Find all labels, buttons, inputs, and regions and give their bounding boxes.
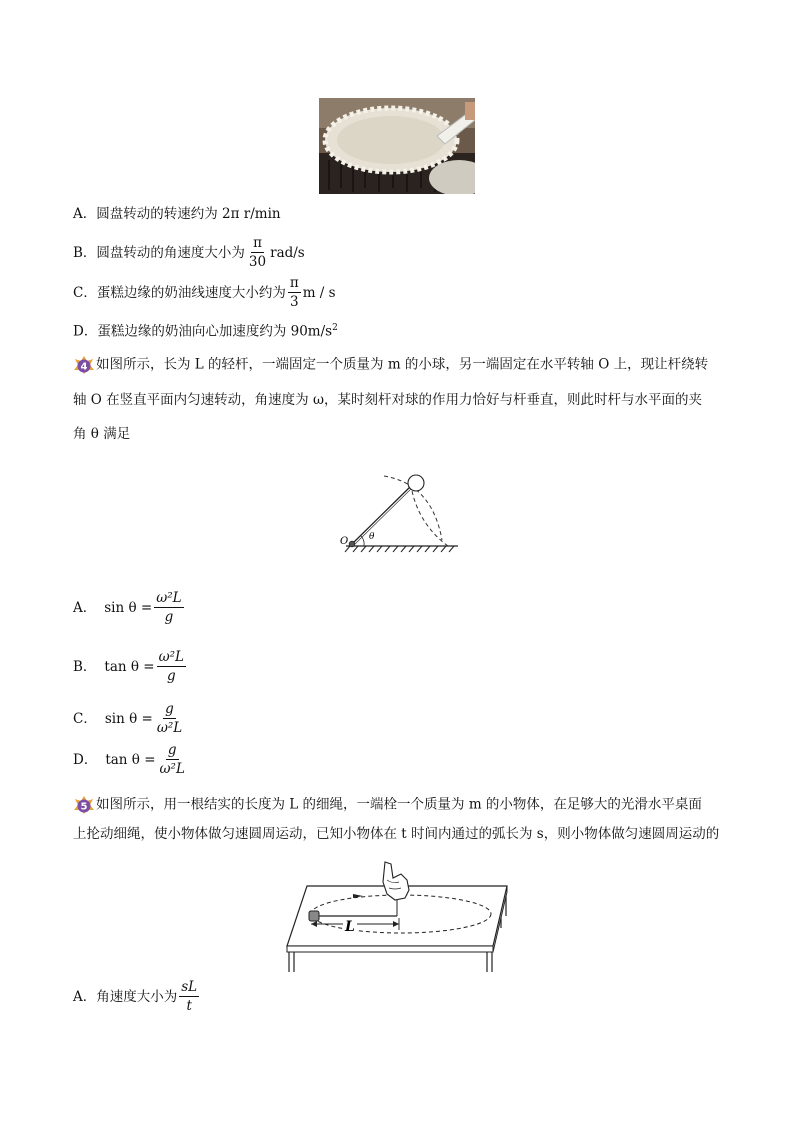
fraction-numerator: π [289, 275, 299, 291]
rod-diagram [336, 474, 460, 556]
fraction [157, 649, 186, 684]
option-label: C． [73, 710, 97, 727]
option-formula-lhs: tan θ = [104, 658, 155, 675]
option-label: B． [73, 658, 97, 675]
fraction [158, 742, 187, 777]
label-l: L [345, 919, 355, 935]
q4-option-c [73, 701, 186, 736]
cake-illustration [319, 98, 475, 194]
q4-line-2: 轴 O 在竖直平面内匀速转动，角速度为 ω，某时刻杆对球的作用力恰好与杆垂直，则此时杆与水平面的夹 [73, 392, 702, 408]
label-o: O [340, 536, 349, 547]
fraction-denominator: t [186, 998, 192, 1014]
q5-line-2: 上抡动细绳，使小物体做匀速圆周运动，已知小物体在 t 时间内通过的弧长为 s，则小物体做匀速圆周运动的 [73, 826, 720, 842]
option-label: D． [73, 323, 98, 340]
question-number: 4 [80, 361, 88, 373]
fraction-denominator: ω²L [159, 761, 185, 777]
fraction-numerator: ω²L [158, 649, 185, 665]
q5-text-1: 如图所示，用一根结实的长度为 L 的细绳，一端栓一个质量为 m 的小物体，在足够大的光滑水平桌面 [96, 796, 702, 813]
q3-option-b [73, 235, 305, 270]
fraction [247, 235, 268, 270]
label-theta: θ [369, 532, 375, 542]
q3-option-a [73, 205, 281, 223]
option-text: 蛋糕边缘的奶油向心加速度约为 90m/s [97, 323, 333, 340]
option-label: C． [73, 284, 97, 301]
question-number-badge-icon [73, 355, 95, 375]
q4-line-3: 角 θ 满足 [73, 426, 131, 442]
option-label: B． [73, 244, 97, 261]
option-label: D． [73, 751, 98, 768]
option-text: 圆盘转动的角速度大小为 [96, 244, 245, 261]
fraction-denominator: 3 [289, 294, 299, 310]
option-formula-lhs: sin θ = [104, 710, 153, 727]
fraction-denominator: g [166, 668, 176, 684]
option-formula-lhs: sin θ = [104, 599, 153, 616]
q3-option-d [73, 319, 338, 341]
q4-rod-figure [336, 474, 460, 556]
cake-photo [319, 98, 475, 194]
fraction-numerator: ω²L [156, 590, 182, 606]
q4-option-d [73, 742, 189, 777]
option-text: 圆盘转动的转速约为 2π r/min [96, 206, 281, 222]
superscript: 2 [332, 323, 338, 333]
q5-line-1 [73, 795, 733, 815]
fraction-numerator: g [167, 742, 177, 758]
q4-stem [73, 355, 733, 443]
fraction-numerator: g [165, 701, 174, 717]
option-label: A． [73, 988, 97, 1005]
fraction-denominator: ω²L [156, 720, 183, 736]
fraction-denominator: g [164, 609, 174, 625]
q4-option-a [73, 590, 186, 625]
option-text: 蛋糕边缘的奶油线速度大小约为 [96, 284, 286, 301]
fraction [154, 590, 183, 625]
fraction-denominator: 30 [248, 254, 267, 270]
fraction [288, 275, 301, 310]
option-label: A． [73, 206, 97, 222]
q3-option-c [73, 275, 336, 310]
option-label: A． [73, 599, 97, 616]
q5-option-a [73, 979, 201, 1014]
fraction [155, 701, 184, 736]
q4-text-1: 如图所示，长为 L 的轻杆，一端固定一个质量为 m 的小球，另一端固定在水平转轴 O 上，现让杆绕转 [96, 356, 709, 373]
table-diagram [283, 858, 515, 974]
q5-stem [73, 795, 733, 843]
unit-text: m / s [302, 284, 336, 301]
q4-option-b [73, 649, 188, 684]
fraction-numerator: π [253, 235, 262, 251]
option-text: 角速度大小为 [96, 988, 178, 1005]
q5-table-figure [283, 858, 515, 974]
fraction-numerator: sL [181, 979, 198, 995]
question-number: 5 [80, 801, 88, 813]
q4-line-1 [73, 355, 733, 375]
question-number-badge-icon [73, 795, 95, 815]
option-formula-lhs: tan θ = [105, 751, 156, 768]
fraction [179, 979, 199, 1014]
unit-text: rad/s [270, 244, 305, 261]
